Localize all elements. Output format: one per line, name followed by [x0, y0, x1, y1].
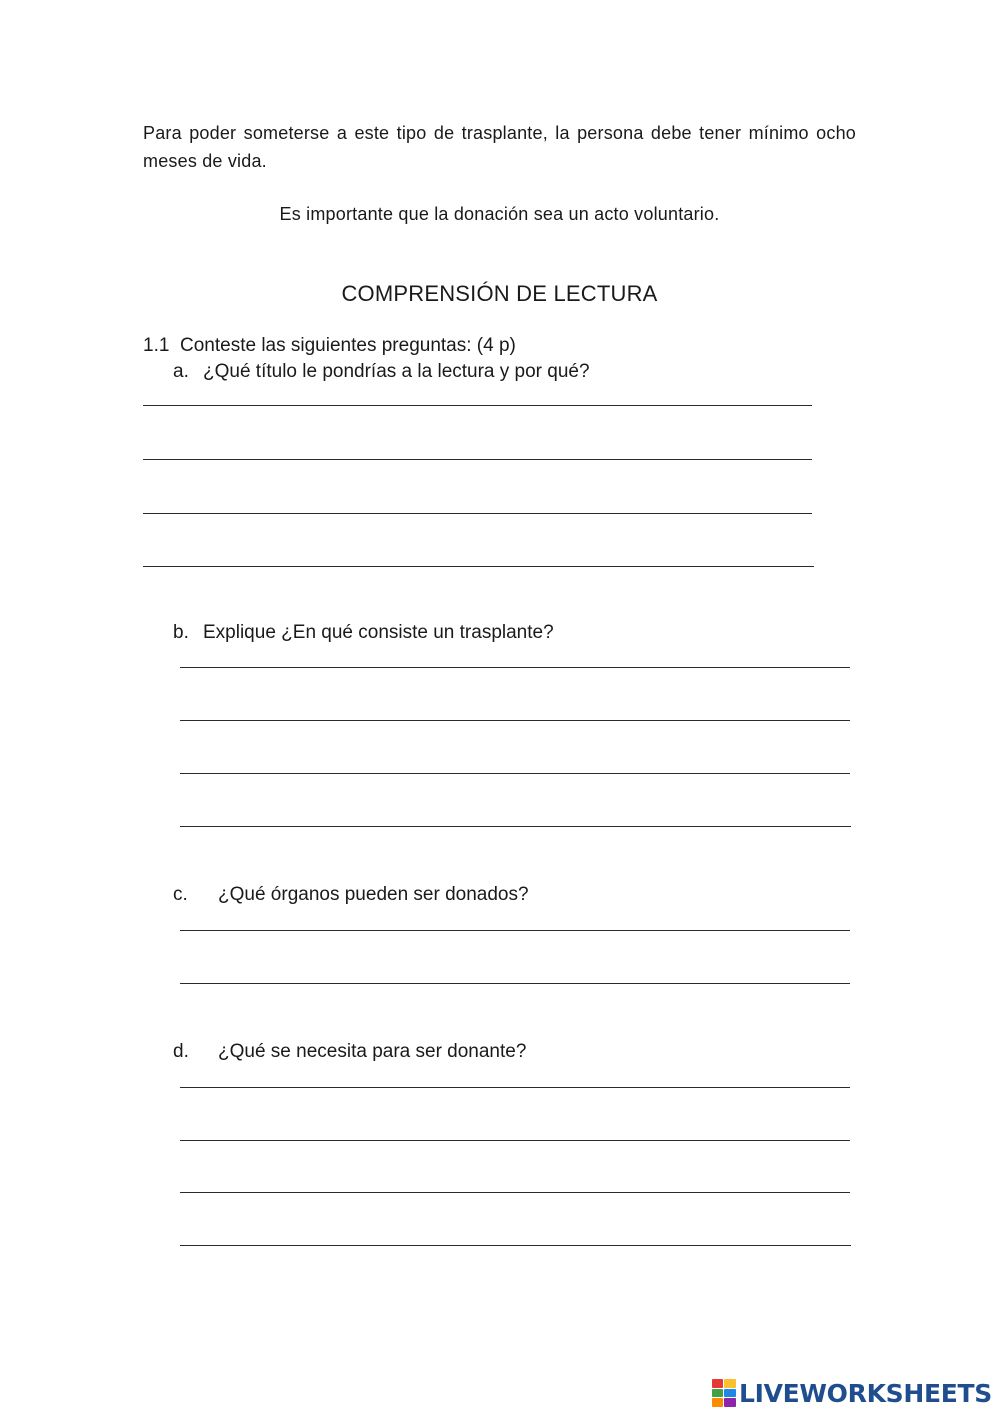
liveworksheets-logo: [712, 1377, 992, 1409]
answer-line-c-1[interactable]: [180, 930, 850, 931]
section-title: COMPRENSIÓN DE LECTURA: [341, 281, 658, 306]
question-text: ¿Qué título le pondrías a la lectura y por qué?: [203, 361, 590, 382]
question-d: [173, 1039, 526, 1065]
answer-line-a-1[interactable]: [143, 405, 812, 406]
question-text: Explique ¿En qué consiste un trasplante?: [203, 622, 554, 643]
question-letter: d.: [173, 1041, 189, 1062]
answer-line-b-2[interactable]: [180, 720, 850, 721]
question-c: [173, 882, 529, 908]
question-text: ¿Qué órganos pueden ser donados?: [218, 884, 529, 905]
answer-line-b-1[interactable]: [180, 667, 850, 668]
answer-line-d-1[interactable]: [180, 1087, 850, 1088]
question-b: [173, 620, 554, 646]
important-note: Es importante que la donación sea un acto voluntario.: [279, 204, 720, 224]
answer-line-d-3[interactable]: [180, 1192, 850, 1193]
question-text: ¿Qué se necesita para ser donante?: [218, 1041, 527, 1062]
question-letter: c.: [173, 884, 188, 905]
exercise-instruction: [143, 333, 516, 359]
liveworksheets-brand-text: LIVEWORKSHEETS: [738, 1378, 992, 1408]
answer-line-a-2[interactable]: [143, 459, 812, 460]
exercise-number: 1.1: [143, 335, 170, 356]
question-letter: b.: [173, 622, 189, 643]
answer-line-a-4[interactable]: [143, 566, 814, 567]
question-a: [173, 359, 590, 385]
answer-line-c-2[interactable]: [180, 983, 850, 984]
answer-line-d-2[interactable]: [180, 1140, 850, 1141]
answer-line-a-3[interactable]: [143, 513, 812, 514]
exercise-instruction-text: Conteste las siguientes preguntas: (4 p): [180, 335, 516, 356]
answer-line-b-4[interactable]: [180, 826, 851, 827]
liveworksheets-logo-icon: [712, 1379, 736, 1407]
answer-line-b-3[interactable]: [180, 773, 850, 774]
intro-paragraph: Para poder someterse a este tipo de trasplante, la persona debe tener mínimo ocho meses de vida.: [143, 123, 856, 171]
answer-line-d-4[interactable]: [180, 1245, 851, 1246]
question-letter: a.: [173, 361, 189, 382]
